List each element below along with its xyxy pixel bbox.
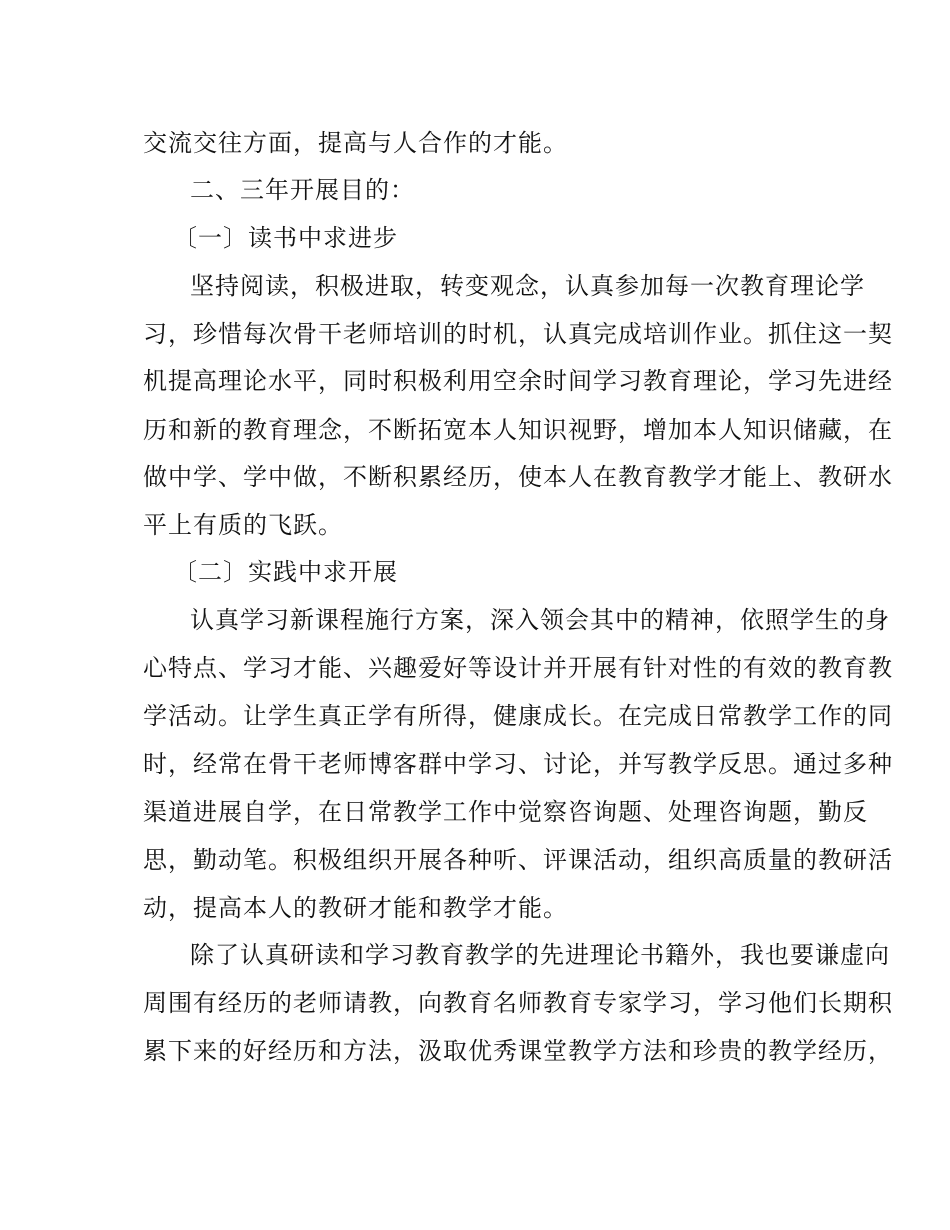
text-line: 做中学、学中做，不断积累经历，使本人在教育教学才能上、教研水 <box>143 463 893 491</box>
text-line: 认真学习新课程施行方案，深入领会其中的精神，依照学生的身 <box>190 606 890 634</box>
section-heading: 二、三年开展目的： <box>190 176 415 204</box>
text-line: 习，珍惜每次骨干老师培训的时机，认真完成培训作业。抓住这一契 <box>143 320 893 348</box>
text-line: 周围有经历的老师请教，向教育名师教育专家学习，学习他们长期积 <box>143 989 893 1017</box>
text-line: 平上有质的飞跃。 <box>143 511 343 539</box>
text-line: 机提高理论水平，同时积极利用空余时间学习教育理论，学习先进经 <box>143 367 893 395</box>
text-line: 动，提高本人的教研才能和教学才能。 <box>143 894 568 922</box>
subsection-heading: 〔一〕读书中求进步 <box>173 224 398 252</box>
text-line: 心特点、学习才能、兴趣爱好等设计并开展有针对性的有效的教育教 <box>143 654 893 682</box>
text-line: 时，经常在骨干老师博客群中学习、讨论，并写教学反思。通过多种 <box>143 750 893 778</box>
text-line: 除了认真研读和学习教育教学的先进理论书籍外，我也要谦虚向 <box>190 941 890 969</box>
text-line: 思，勤动笔。积极组织开展各种听、评课活动，组织高质量的教研活 <box>143 846 893 874</box>
text-line: 累下来的好经历和方法，汲取优秀课堂教学方法和珍贵的教学经历， <box>143 1037 893 1065</box>
text-line: 历和新的教育理念，不断拓宽本人知识视野，增加本人知识储藏，在 <box>143 416 893 444</box>
subsection-heading: 〔二〕实践中求开展 <box>173 558 398 586</box>
text-line: 渠道进展自学，在日常教学工作中觉察咨询题、处理咨询题，勤反 <box>143 798 868 826</box>
text-line: 交流交往方面，提高与人合作的才能。 <box>143 129 568 157</box>
text-line: 坚持阅读，积极进取，转变观念，认真参加每一次教育理论学 <box>190 272 865 300</box>
text-line: 学活动。让学生真正学有所得，健康成长。在完成日常教学工作的同 <box>143 702 893 730</box>
